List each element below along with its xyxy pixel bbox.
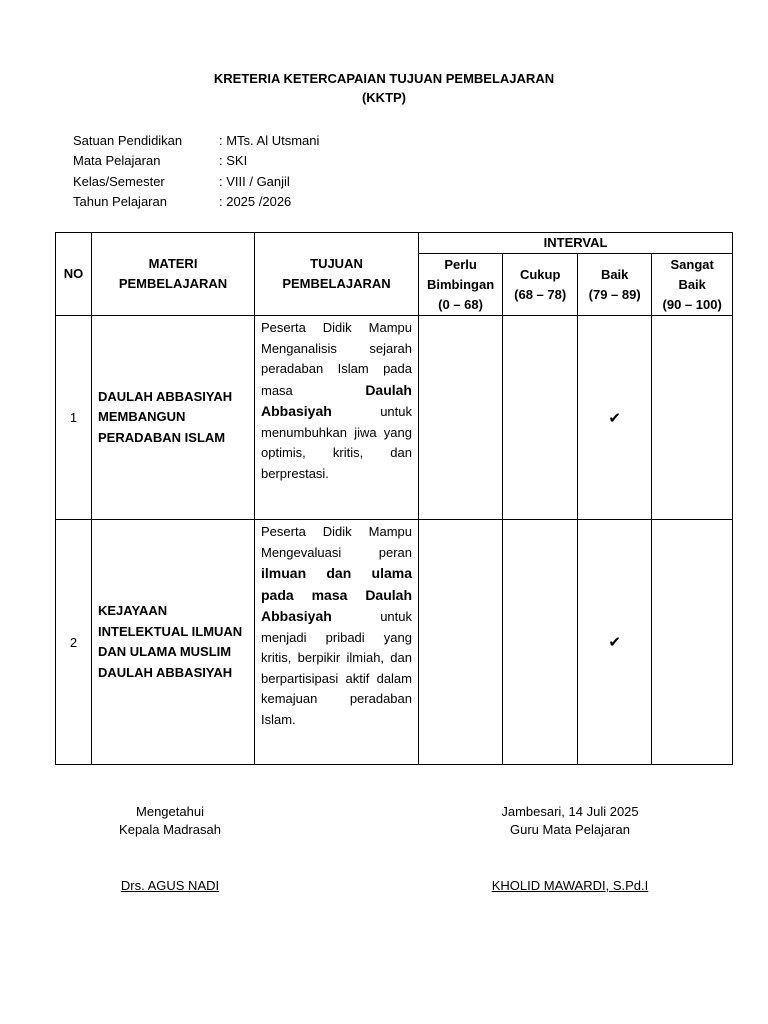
info-value: : SKI	[219, 153, 248, 169]
info-row	[73, 151, 319, 172]
header-materi: MATERI PEMBELAJARAN	[92, 233, 255, 316]
tujuan-emphasis: ilmuan dan ulama pada masa Daulah Abbasiyah	[261, 565, 412, 624]
tujuan-text: untuk menjadi pribadi yang kritis, berpikir ilmiah, dan berpartisipasi aktif dalam kemajuan peradaban Islam.	[261, 609, 412, 727]
tujuan-emphasis: Daulah Abbasiyah	[261, 381, 412, 419]
info-row	[73, 130, 319, 151]
header-tujuan: TUJUAN PEMBELAJARAN	[255, 233, 419, 316]
level-range: (79 – 89)	[588, 286, 641, 302]
tujuan-text: Peserta Didik Mampu Menganalisis sejarah peradaban Islam pada masa	[261, 320, 412, 398]
mark-cukup	[503, 316, 578, 520]
info-label: Satuan Pendidikan	[73, 132, 183, 148]
info-block	[73, 130, 319, 212]
info-row	[73, 171, 319, 192]
signature-left-line2: Kepala Madrasah	[119, 822, 221, 837]
level-range: (90 – 100)	[662, 296, 722, 312]
info-value: : MTs. Al Utsmani	[219, 132, 320, 148]
level-name: Sangat Baik	[670, 256, 714, 292]
title-line-1: KRETERIA KETERCAPAIAN TUJUAN PEMBELAJARAN	[213, 71, 555, 86]
row-tujuan	[255, 520, 419, 765]
header-no: NO	[56, 233, 92, 316]
header-interval: INTERVAL	[419, 233, 733, 254]
document-title	[0, 69, 768, 107]
row-tujuan	[255, 316, 419, 520]
mark-sangat-baik	[652, 520, 733, 765]
level-range: (68 – 78)	[514, 286, 567, 302]
header-level-sangat-baik	[652, 254, 733, 316]
row-number: 1	[56, 316, 92, 520]
table-row	[56, 316, 733, 520]
tujuan-text: Peserta Didik Mampu Mengevaluasi peran	[261, 524, 412, 560]
level-range: (0 – 68)	[438, 296, 483, 312]
info-label: Kelas/Semester	[73, 173, 165, 189]
row-number: 2	[56, 520, 92, 765]
tujuan-text: untuk menumbuhkan jiwa yang optimis, kritis, dan berprestasi.	[261, 404, 412, 481]
title-line-2: (KKTP)	[361, 90, 407, 105]
header-level-cukup	[503, 254, 578, 316]
signature-right-line1: Jambesari, 14 Juli 2025	[501, 804, 639, 819]
row-materi: KEJAYAAN INTELEKTUAL ILMUAN DAN ULAMA MUSLIM DAULAH ABBASIYAH	[92, 520, 255, 765]
signature-left-line1: Mengetahui	[136, 804, 204, 819]
signature-right-line2: Guru Mata Pelajaran	[510, 822, 630, 837]
info-value: : 2025 /2026	[219, 194, 292, 210]
checkmark-icon: ✔	[578, 316, 652, 520]
header-level-baik	[578, 254, 652, 316]
signature-right	[455, 803, 685, 895]
mark-perlu-bimbingan	[419, 520, 503, 765]
table-row	[56, 520, 733, 765]
level-name: Cukup	[519, 266, 561, 282]
mark-perlu-bimbingan	[419, 316, 503, 520]
info-label: Tahun Pelajaran	[73, 194, 167, 210]
info-value: : VIII / Ganjil	[219, 173, 290, 189]
signature-right-name: KHOLID MAWARDI, S.Pd.I	[491, 878, 649, 893]
header-row-1	[56, 233, 733, 254]
signature-left-name: Drs. AGUS NADI	[120, 878, 220, 893]
row-materi: DAULAH ABBASIYAH MEMBANGUN PERADABAN ISLAM	[92, 316, 255, 520]
header-level-perlu-bimbingan	[419, 254, 503, 316]
checkmark-icon: ✔	[578, 520, 652, 765]
mark-cukup	[503, 520, 578, 765]
level-name: Baik	[600, 266, 629, 282]
mark-sangat-baik	[652, 316, 733, 520]
info-row	[73, 192, 319, 213]
kktp-table	[55, 232, 733, 765]
level-name: Perlu Bimbingan	[427, 256, 495, 292]
info-label: Mata Pelajaran	[73, 153, 161, 169]
signature-left	[60, 803, 280, 895]
